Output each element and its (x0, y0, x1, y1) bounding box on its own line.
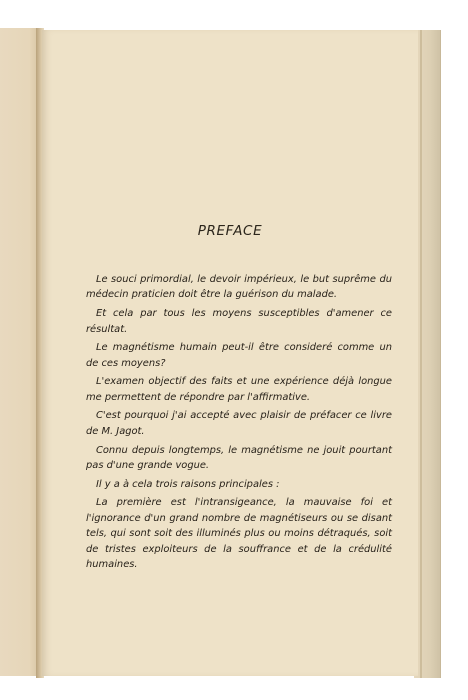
book-page (42, 30, 418, 676)
paragraph: Le magnétisme humain peut-il être consideré comme un de ces moyens? (86, 342, 392, 369)
paragraph: Il y a à cela trois raisons principales : (96, 478, 280, 490)
paragraph: Connu depuis longtemps, le magnétisme ne jouit pourtant pas d'une grande vogue. (86, 444, 392, 471)
paragraph: L'examen objectif des faits et une expérience déjà longue me permettent de répondre par l'affirmative. (86, 376, 392, 403)
page-edge-line (420, 30, 422, 678)
body-text (86, 272, 392, 572)
page-title: PREFACE (197, 223, 263, 239)
paragraph: La première est l'intransigeance, la mauvaise foi et l'ignorance d'un grand nombre de magnétiseurs ou se disant tels, qui sont soit des illuminés plus ou moins détraqués, soit de tristes exploiteurs de la souffrance et de la crédulité humaines. (86, 497, 392, 570)
paragraph: Et cela par tous les moyens susceptibles d'amener ce résultat. (86, 308, 392, 335)
paragraph: C'est pourquoi j'ai accepté avec plaisir de préfacer ce livre de M. Jagot. (86, 410, 392, 437)
paragraph: Le souci primordial, le devoir impérieux, le but suprême du médecin praticien doit être la guérison du malade. (86, 274, 392, 301)
page-block-edge (414, 30, 441, 678)
